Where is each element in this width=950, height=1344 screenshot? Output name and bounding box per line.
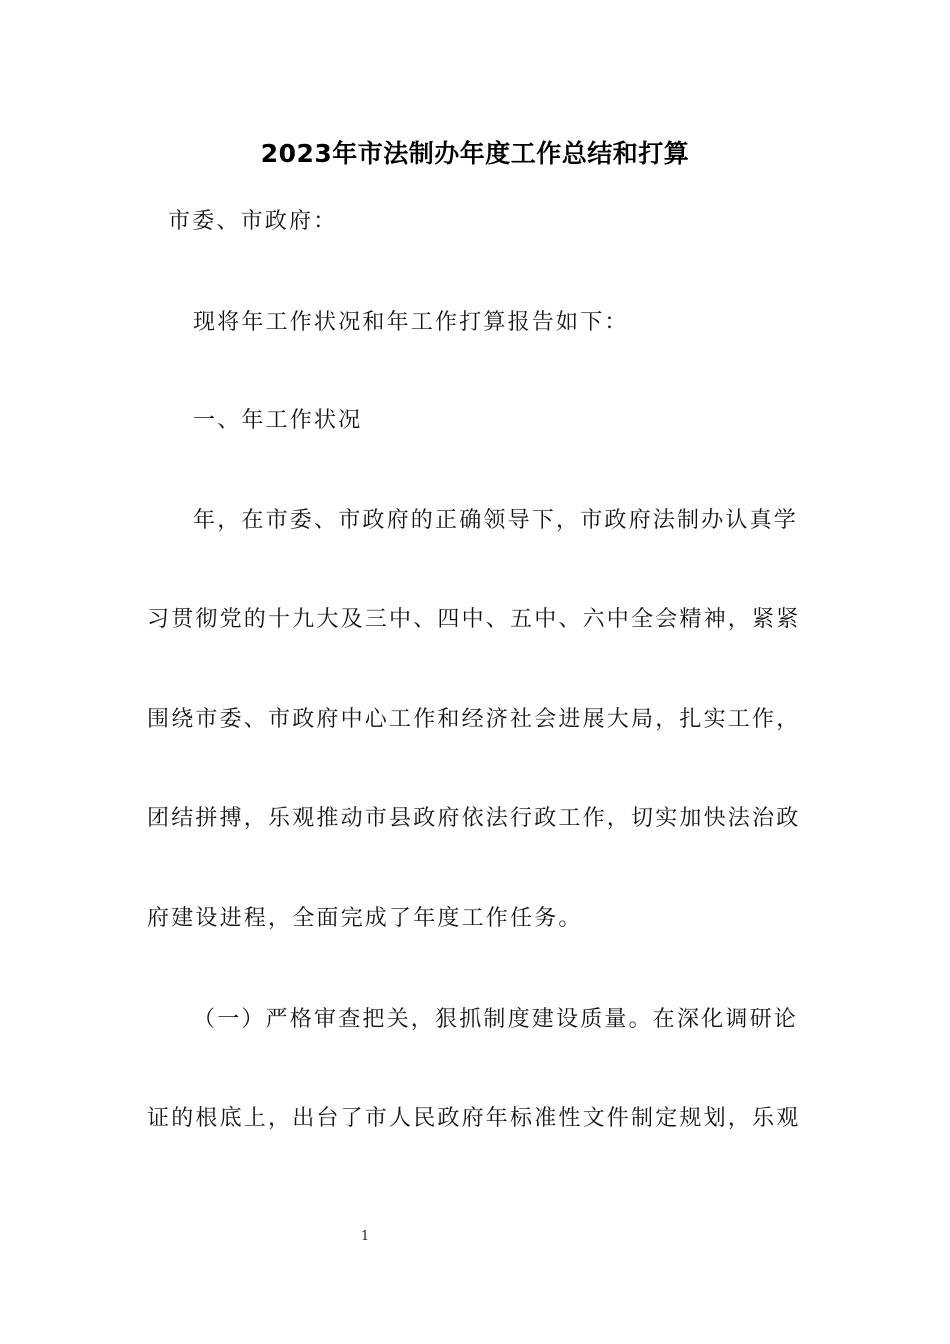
paragraph-line: 团结拼搏，乐观推动市县政府依法行政工作，切实加快法治政 bbox=[147, 806, 801, 831]
document-title: 2023年市法制办年度工作总结和打算 bbox=[260, 139, 690, 168]
paragraph-line: （一）严格审查把关，狠抓制度建设质量。在深化调研论 bbox=[193, 1007, 799, 1032]
paragraph-line: 府建设进程，全面完成了年度工作任务。 bbox=[147, 906, 583, 931]
paragraph-line: 围绕市委、市政府中心工作和经济社会进展大局，扎实工作， bbox=[147, 707, 801, 732]
paragraph-line: 习贯彻党的十九大及三中、四中、五中、六中全会精神，紧紧 bbox=[147, 607, 801, 632]
section-heading: 一、年工作状况 bbox=[193, 408, 363, 433]
paragraph-line: 年，在市委、市政府的正确领导下，市政府法制办认真学 bbox=[193, 508, 799, 533]
salutation: 市委、市政府： bbox=[168, 209, 338, 234]
page-number: 1 bbox=[360, 1229, 370, 1244]
paragraph-line: 证的根底上，出台了市人民政府年标准性文件制定规划，乐观 bbox=[147, 1106, 801, 1131]
intro-paragraph: 现将年工作状况和年工作打算报告如下： bbox=[193, 310, 629, 335]
